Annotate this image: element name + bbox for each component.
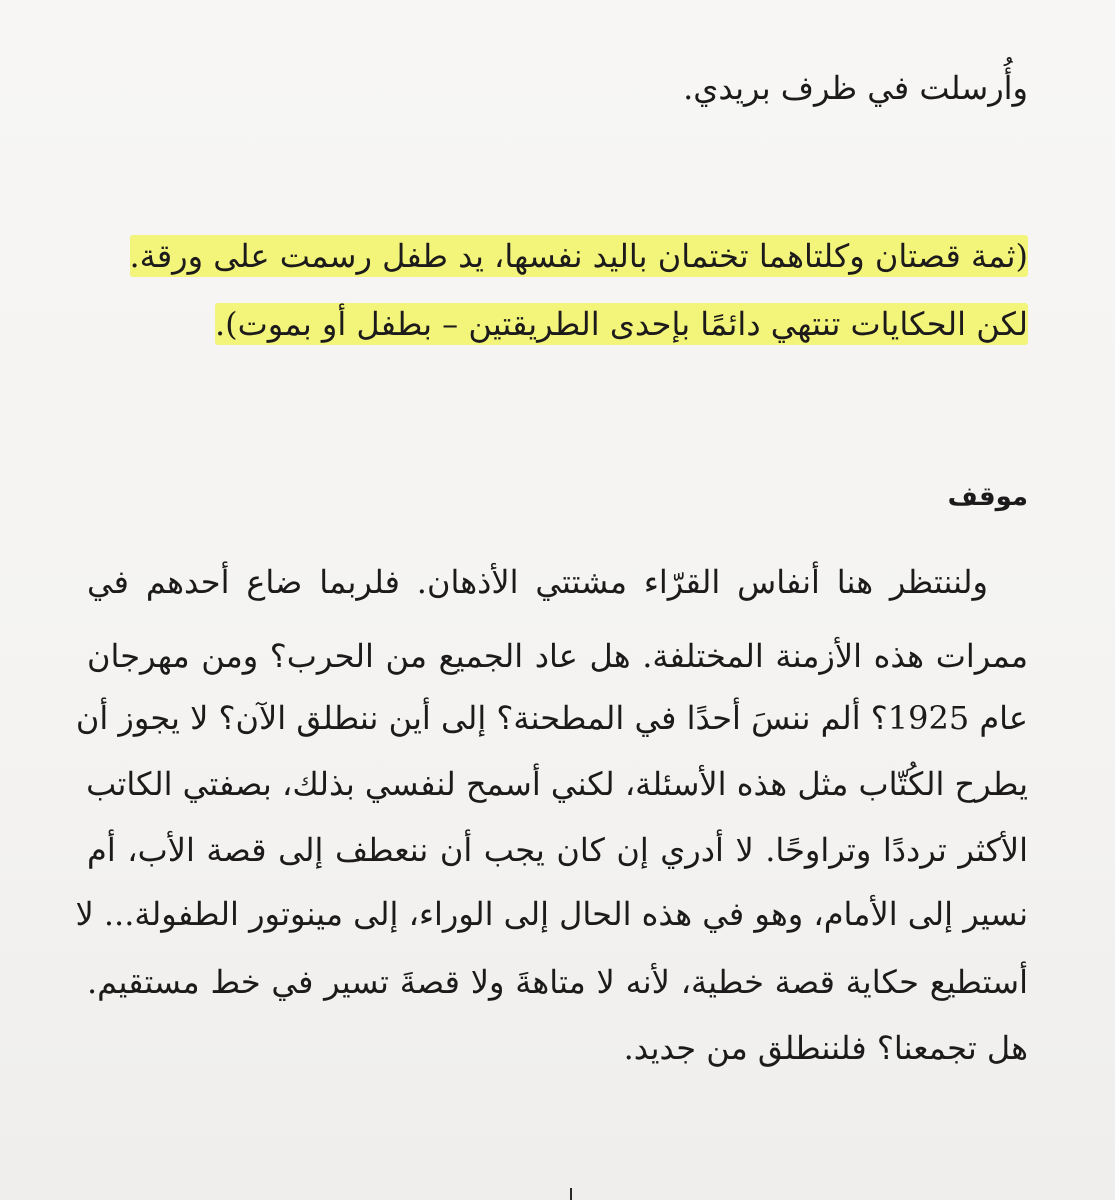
highlighted-quote-line-1 [129,237,1029,275]
paragraph-line-8: هل تجمعنا؟ فلننطلق من جديد. [623,1029,1028,1067]
highlight-span-1: (ثمة قصتان وكلتاهما تختمان باليد نفسها، يد طفل رسمت على ورقة. [129,237,1028,275]
paragraph-line-3: عام 1925؟ ألم ننسَ أحدًا في المطحنة؟ إلى أين ننطلق الآن؟ لا يجوز أن [75,699,1028,737]
top-line: وأُرسلت في ظرف بريدي. [683,69,1028,107]
section-heading: موقف [947,482,1028,512]
paragraph-line-1: ولننتظر هنا أنفاس القرّاء مشتتي الأذهان. فلربما ضاع أحدهم في [87,563,988,601]
paragraph-line-5: الأكثر ترددًا وتراوحًا. لا أدري إن كان يجب أن ننعطف إلى قصة الأب، أم [87,831,1029,869]
paragraph-line-4: يطرح الكُتّاب مثل هذه الأسئلة، لكني أسمح لنفسي بذلك، بصفتي الكاتب [86,765,1028,803]
paragraph-line-2: ممرات هذه الأزمنة المختلفة. هل عاد الجميع من الحرب؟ ومن مهرجان [87,637,1028,675]
highlight-span-2: لكن الحكايات تنتهي دائمًا بإحدى الطريقتين – بطفل أو بموت). [215,305,1028,343]
highlighted-quote-line-2 [215,305,1028,343]
cut-off-glyph [570,1188,582,1200]
paragraph-line-6: نسير إلى الأمام، وهو في هذه الحال إلى الوراء، إلى مينوتور الطفولة... لا [75,895,1028,933]
paragraph-line-7: أستطيع حكاية قصة خطية، لأنه لا متاهةَ ولا قصةَ تسير في خط مستقيم. [87,963,1028,1001]
